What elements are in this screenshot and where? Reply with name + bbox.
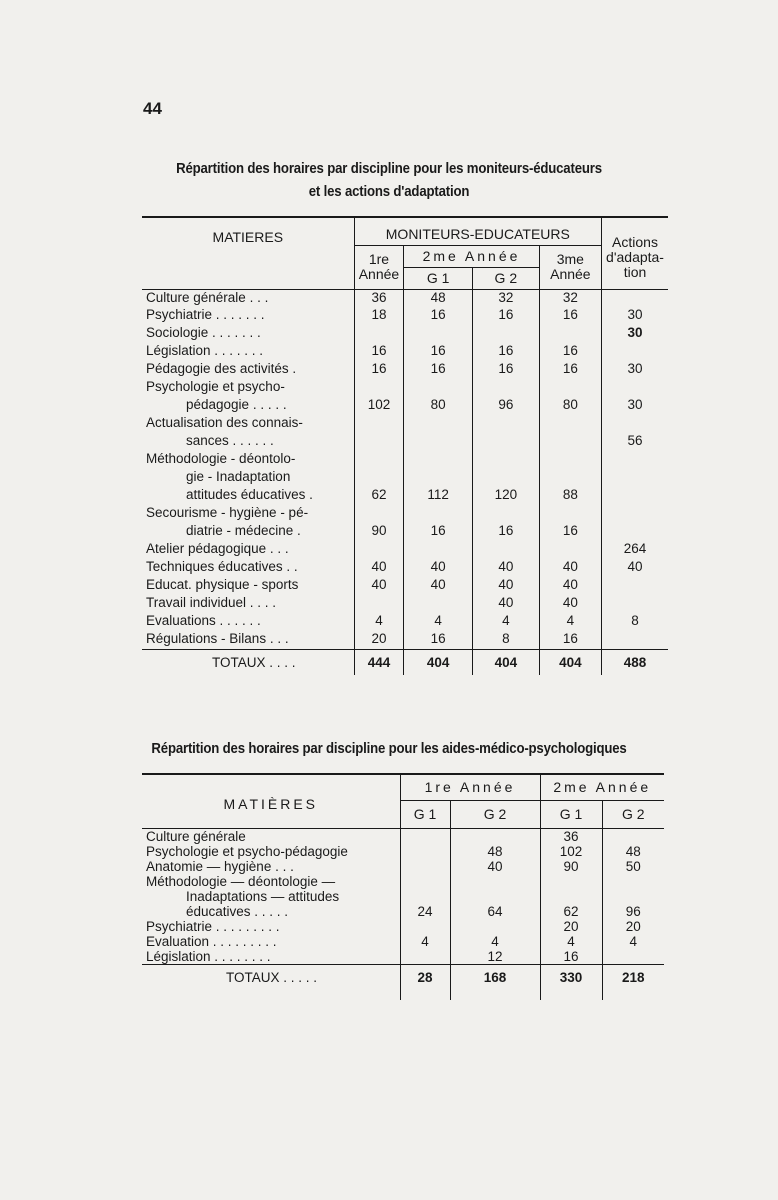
cell-g1 <box>404 469 473 487</box>
cell-annee3: 32 <box>539 289 601 307</box>
table-row <box>142 828 664 844</box>
cell-annee3: 16 <box>539 307 601 325</box>
cell-y2-g1: 90 <box>540 859 602 874</box>
cell-y1-g2 <box>450 828 540 844</box>
row-label: Méthodologie - déontolo- <box>146 451 296 466</box>
row-label: Atelier pédagogique . . . <box>146 541 289 556</box>
cell-annee3 <box>539 505 601 523</box>
total-annee1: 444 <box>354 649 404 675</box>
total2-y2-g1: 330 <box>540 964 602 1000</box>
cell-annee1 <box>354 469 404 487</box>
cell-actions <box>602 631 668 649</box>
table-row <box>142 523 668 541</box>
row-label: Secourisme - hygiène - pé- <box>146 505 309 520</box>
cell-g1 <box>404 505 473 523</box>
cell-annee1 <box>354 451 404 469</box>
cell-annee1 <box>354 415 404 433</box>
header-actions: Actions d'adapta-tion <box>602 217 668 289</box>
cell-g1: 16 <box>404 523 473 541</box>
table-moniteurs-educateurs <box>142 216 668 675</box>
header2-y2-g2: G 2 <box>602 800 664 828</box>
cell-y1-g2: 48 <box>450 844 540 859</box>
row-label: gie - Inadaptation <box>186 469 291 484</box>
row-label: Psychiatrie . . . . . . . . . <box>146 918 280 934</box>
total2-y2-g2: 218 <box>602 964 664 1000</box>
table-row <box>142 874 664 889</box>
cell-annee3 <box>539 325 601 343</box>
cell-annee3: 40 <box>539 577 601 595</box>
cell-annee1: 40 <box>354 559 404 577</box>
cell-y1-g2 <box>450 874 540 889</box>
row-label: Méthodologie — déontologie — <box>146 873 336 889</box>
table-row <box>142 889 664 904</box>
cell-y2-g1: 36 <box>540 828 602 844</box>
row-label: Législation . . . . . . . . <box>146 948 271 964</box>
cell-annee1: 62 <box>354 487 404 505</box>
table-row <box>142 595 668 613</box>
cell-g2: 8 <box>472 631 539 649</box>
cell-y2-g1: 16 <box>540 949 602 965</box>
cell-g2: 16 <box>472 361 539 379</box>
cell-g1: 80 <box>404 397 473 415</box>
cell-g2: 16 <box>472 343 539 361</box>
header2-y1-g2: G 2 <box>450 800 540 828</box>
cell-annee3 <box>539 541 601 559</box>
cell-actions <box>602 505 668 523</box>
cell-annee3: 16 <box>539 631 601 649</box>
cell-g2: 16 <box>472 307 539 325</box>
page-number: 44 <box>143 99 162 118</box>
cell-annee1 <box>354 379 404 397</box>
table-row <box>142 361 668 379</box>
cell-y2-g1: 102 <box>540 844 602 859</box>
total2-y1-g2: 168 <box>450 964 540 1000</box>
row-label: sances . . . . . . <box>186 433 274 448</box>
cell-y1-g1 <box>400 889 450 904</box>
cell-g2: 4 <box>472 613 539 631</box>
cell-y2-g2: 96 <box>602 904 664 919</box>
header-matieres: MATIERES <box>142 217 354 289</box>
cell-g1: 40 <box>404 559 473 577</box>
cell-annee3: 16 <box>539 343 601 361</box>
cell-actions <box>602 415 668 433</box>
cell-g1 <box>404 433 473 451</box>
cell-g2 <box>472 469 539 487</box>
cell-annee1: 18 <box>354 307 404 325</box>
cell-y1-g1 <box>400 844 450 859</box>
row-label: attitudes éducatives . <box>186 487 313 502</box>
header-g2: G 2 <box>472 267 539 289</box>
cell-y2-g2: 4 <box>602 934 664 949</box>
table-aides-medico-psychologiques <box>142 773 664 1000</box>
cell-actions <box>602 379 668 397</box>
row-label: Psychologie et psycho- <box>146 379 285 394</box>
total-annee3: 404 <box>539 649 601 675</box>
header-annee2: 2me Année <box>404 245 539 267</box>
cell-g1: 48 <box>404 289 473 307</box>
cell-y2-g1: 62 <box>540 904 602 919</box>
table-row <box>142 541 668 559</box>
row-label: Inadaptations — attitudes <box>186 888 340 904</box>
cell-y1-g1 <box>400 874 450 889</box>
cell-annee1 <box>354 433 404 451</box>
cell-g1: 40 <box>404 577 473 595</box>
table-row <box>142 343 668 361</box>
cell-actions: 8 <box>602 613 668 631</box>
table1-title-line2: et les actions d'adaptation <box>308 183 470 200</box>
cell-g1 <box>404 325 473 343</box>
cell-y2-g1 <box>540 889 602 904</box>
cell-g1 <box>404 379 473 397</box>
cell-g2: 32 <box>472 289 539 307</box>
row-label: Culture générale <box>146 828 246 844</box>
cell-annee3: 40 <box>539 595 601 613</box>
row-label: Evaluations . . . . . . <box>146 613 261 628</box>
total-g2: 404 <box>472 649 539 675</box>
cell-y2-g2 <box>602 889 664 904</box>
cell-g1: 16 <box>404 307 473 325</box>
cell-y1-g1 <box>400 859 450 874</box>
row-label: Sociologie . . . . . . . <box>146 325 261 340</box>
header2-y2-g1: G 1 <box>540 800 602 828</box>
table2-title: Répartition des horaires par discipline pour les aides-médico-psychologiques <box>151 740 627 757</box>
row-label: Educat. physique - sports <box>146 577 299 592</box>
header2-matieres: MATIÈRES <box>142 774 400 828</box>
row-label: Législation . . . . . . . <box>146 343 264 358</box>
cell-actions <box>602 469 668 487</box>
header-moniteurs-educateurs: MONITEURS-EDUCATEURS <box>354 217 601 245</box>
cell-g1: 16 <box>404 631 473 649</box>
table-row <box>142 631 668 649</box>
row-label: Régulations - Bilans . . . <box>146 631 289 646</box>
cell-annee1 <box>354 541 404 559</box>
cell-y2-g2: 48 <box>602 844 664 859</box>
cell-actions: 30 <box>602 325 668 343</box>
cell-annee3: 4 <box>539 613 601 631</box>
cell-g2 <box>472 541 539 559</box>
table-row <box>142 577 668 595</box>
cell-g1 <box>404 595 473 613</box>
cell-g2: 16 <box>472 523 539 541</box>
cell-y2-g2: 20 <box>602 919 664 934</box>
row-label: Anatomie — hygiène . . . <box>146 858 294 874</box>
cell-y1-g1: 24 <box>400 904 450 919</box>
cell-annee1: 4 <box>354 613 404 631</box>
table-row <box>142 859 664 874</box>
cell-annee3: 40 <box>539 559 601 577</box>
cell-actions: 30 <box>602 307 668 325</box>
cell-g2: 40 <box>472 595 539 613</box>
table-row <box>142 934 664 949</box>
cell-annee1: 20 <box>354 631 404 649</box>
cell-g2: 40 <box>472 559 539 577</box>
cell-annee1: 90 <box>354 523 404 541</box>
cell-y1-g2: 40 <box>450 859 540 874</box>
cell-y1-g1 <box>400 919 450 934</box>
cell-g1: 4 <box>404 613 473 631</box>
table-row <box>142 505 668 523</box>
cell-y1-g2: 64 <box>450 904 540 919</box>
cell-y2-g2 <box>602 874 664 889</box>
cell-g1 <box>404 451 473 469</box>
cell-y2-g2: 50 <box>602 859 664 874</box>
cell-y1-g1 <box>400 828 450 844</box>
header2-annee1: 1re Année <box>400 774 540 800</box>
row-label: Psychologie et psycho-pédagogie <box>146 843 348 859</box>
cell-actions: 30 <box>602 361 668 379</box>
row-label: diatrie - médecine . <box>186 523 301 538</box>
total-g1: 404 <box>404 649 473 675</box>
header-annee3: 3me Année <box>539 245 601 289</box>
row-label: Pédagogie des activités . <box>146 361 297 376</box>
cell-annee3 <box>539 379 601 397</box>
cell-annee1 <box>354 325 404 343</box>
cell-y2-g2 <box>602 828 664 844</box>
totals-row <box>142 649 668 675</box>
cell-y1-g2: 4 <box>450 934 540 949</box>
table1-title-line1: Répartition des horaires par discipline pour les moniteurs-éducateurs <box>176 160 602 177</box>
cell-g1: 16 <box>404 361 473 379</box>
cell-annee3 <box>539 433 601 451</box>
cell-g2 <box>472 379 539 397</box>
cell-annee1 <box>354 505 404 523</box>
cell-annee1 <box>354 595 404 613</box>
table-row <box>142 904 664 919</box>
cell-y2-g2 <box>602 949 664 965</box>
cell-actions <box>602 487 668 505</box>
cell-annee3: 88 <box>539 487 601 505</box>
cell-annee3: 80 <box>539 397 601 415</box>
table-row <box>142 613 668 631</box>
header-g1: G 1 <box>404 267 473 289</box>
table-row <box>142 487 668 505</box>
table-row <box>142 433 668 451</box>
header2-y1-g1: G 1 <box>400 800 450 828</box>
cell-actions <box>602 523 668 541</box>
cell-y1-g2: 12 <box>450 949 540 965</box>
row-label: Evaluation . . . . . . . . . <box>146 933 277 949</box>
row-label: Travail individuel . . . . <box>146 595 277 610</box>
cell-annee3: 16 <box>539 523 601 541</box>
row-label: Culture générale . . . <box>146 289 269 305</box>
cell-g2 <box>472 505 539 523</box>
cell-annee1: 16 <box>354 343 404 361</box>
totals-label: TOTAUX . . . . <box>142 649 354 675</box>
row-label: pédagogie . . . . . <box>186 397 287 412</box>
cell-y1-g2 <box>450 919 540 934</box>
cell-annee3: 16 <box>539 361 601 379</box>
cell-y2-g1 <box>540 874 602 889</box>
header2-annee2: 2me Année <box>540 774 664 800</box>
cell-annee1: 102 <box>354 397 404 415</box>
cell-y1-g1 <box>400 949 450 965</box>
table-row <box>142 559 668 577</box>
cell-g1 <box>404 541 473 559</box>
cell-actions <box>602 595 668 613</box>
cell-annee3 <box>539 469 601 487</box>
cell-actions <box>602 289 668 307</box>
table-row <box>142 397 668 415</box>
table-row <box>142 844 664 859</box>
cell-g1: 112 <box>404 487 473 505</box>
cell-y2-g1: 20 <box>540 919 602 934</box>
cell-annee3 <box>539 415 601 433</box>
cell-annee1: 40 <box>354 577 404 595</box>
row-label: Techniques éducatives . . <box>146 559 298 574</box>
cell-y1-g2 <box>450 889 540 904</box>
cell-g2 <box>472 325 539 343</box>
totals2-label: TOTAUX . . . . . <box>142 964 400 1000</box>
table-row <box>142 919 664 934</box>
totals-row <box>142 964 664 1000</box>
table-row <box>142 325 668 343</box>
cell-actions: 40 <box>602 559 668 577</box>
table-row <box>142 307 668 325</box>
cell-g2: 120 <box>472 487 539 505</box>
table-row <box>142 451 668 469</box>
cell-g2: 40 <box>472 577 539 595</box>
cell-g2 <box>472 415 539 433</box>
cell-g1: 16 <box>404 343 473 361</box>
cell-g1 <box>404 415 473 433</box>
table-row <box>142 415 668 433</box>
cell-annee1: 16 <box>354 361 404 379</box>
total2-y1-g1: 28 <box>400 964 450 1000</box>
row-label: Psychiatrie . . . . . . . <box>146 307 265 322</box>
cell-y2-g1: 4 <box>540 934 602 949</box>
cell-actions <box>602 343 668 361</box>
cell-actions: 56 <box>602 433 668 451</box>
row-label: Actualisation des connais- <box>146 415 303 430</box>
cell-g2: 96 <box>472 397 539 415</box>
table-row <box>142 289 668 307</box>
table-row <box>142 949 664 965</box>
row-label: éducatives . . . . . <box>186 903 289 919</box>
cell-g2 <box>472 433 539 451</box>
cell-actions: 30 <box>602 397 668 415</box>
table-row <box>142 469 668 487</box>
cell-y1-g1: 4 <box>400 934 450 949</box>
cell-annee1: 36 <box>354 289 404 307</box>
cell-actions <box>602 577 668 595</box>
header-annee1: 1re Année <box>354 245 404 289</box>
cell-actions: 264 <box>602 541 668 559</box>
cell-g2 <box>472 451 539 469</box>
total-actions: 488 <box>602 649 668 675</box>
cell-actions <box>602 451 668 469</box>
cell-annee3 <box>539 451 601 469</box>
table-row <box>142 379 668 397</box>
